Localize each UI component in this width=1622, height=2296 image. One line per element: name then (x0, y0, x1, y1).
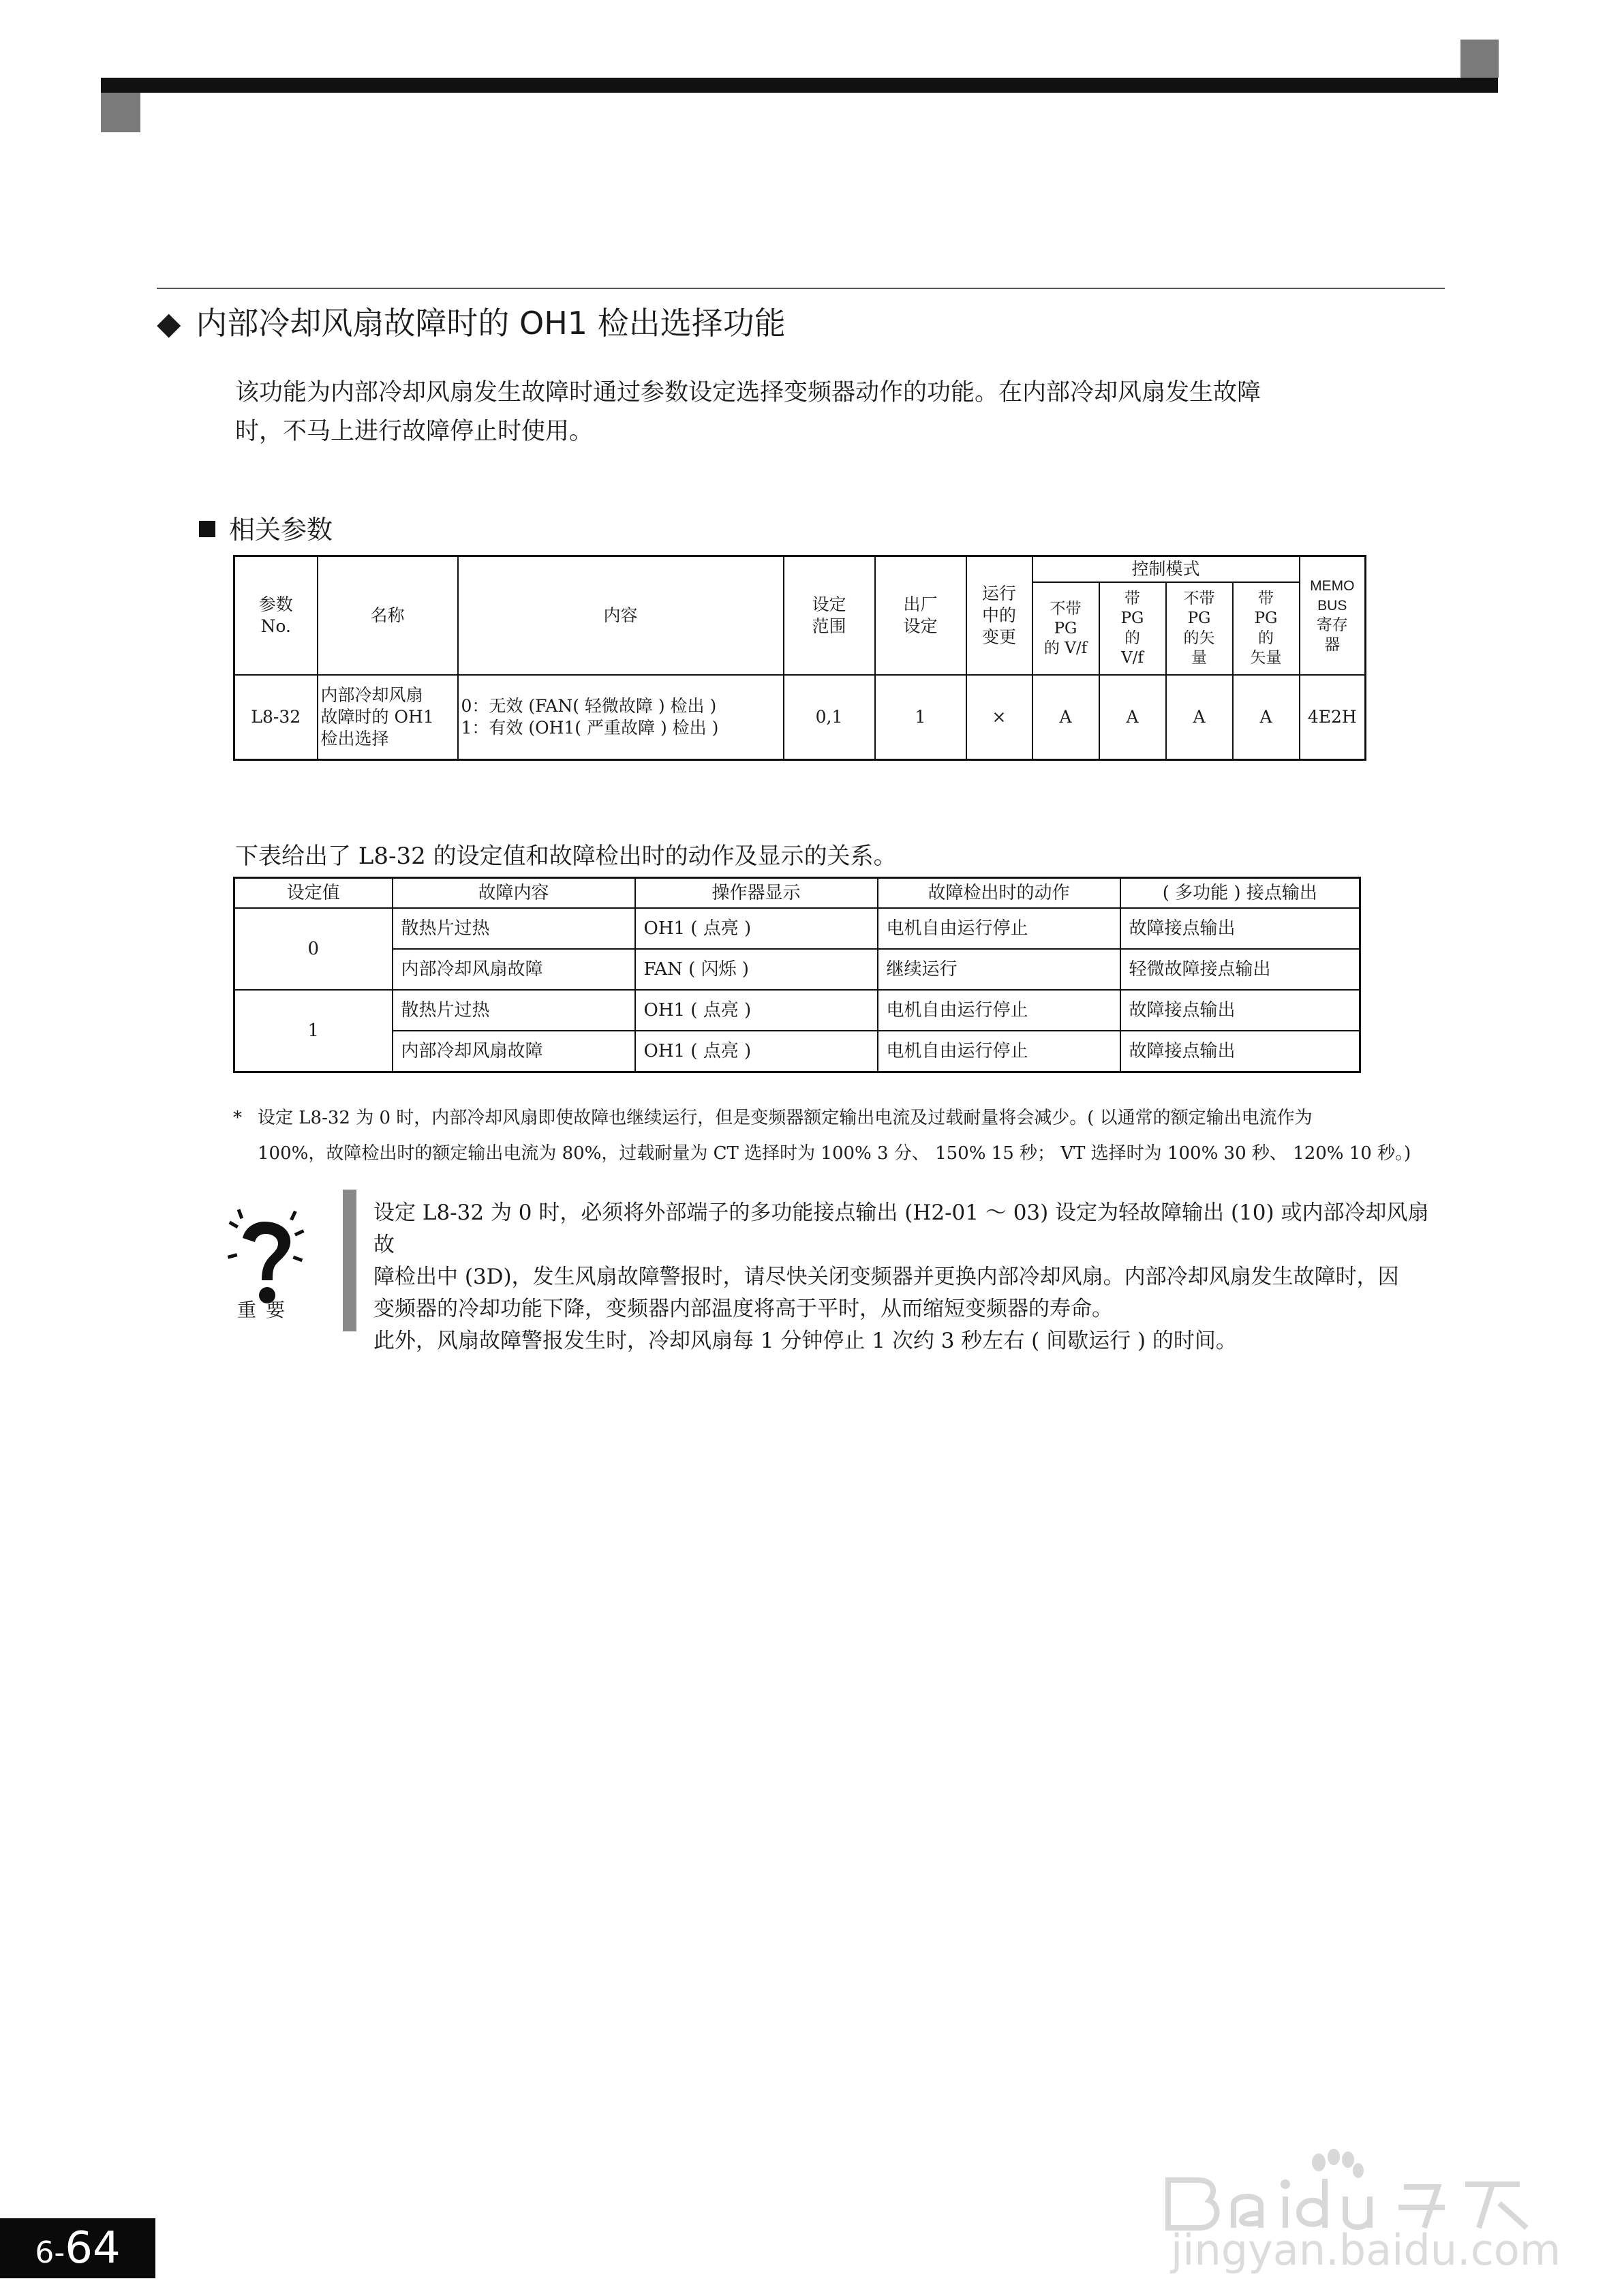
param-mode-vector-pg: A (1233, 675, 1300, 759)
operator-display: OH1 ( 点亮 ) (635, 1031, 878, 1072)
header-mode-vector-pg: 带 PG 的 矢量 (1233, 582, 1300, 675)
header-fault-content: 故障内容 (393, 878, 635, 909)
intro-line: 该功能为内部冷却风扇发生故障时通过参数设定选择变频器动作的功能。在内部冷却风扇发生故障 (235, 379, 1261, 406)
fault-action: 继续运行 (878, 949, 1120, 990)
param-factory: 1 (875, 675, 966, 759)
intro-line: 时，不马上进行故障停止时使用。 (235, 418, 594, 445)
header-fault-action: 故障检出时的动作 (878, 878, 1120, 909)
important-line: 变频器的冷却功能下降，变频器内部温度将高于平时，从而缩短变频器的寿命。 (373, 1297, 1113, 1321)
header-setting-value: 设定值 (234, 878, 393, 909)
header-contact-output: ( 多功能 ) 接点输出 (1120, 878, 1360, 909)
important-line: 障检出中 (3D)，发生风扇故障警报时，请尽快关闭变频器并更换内部冷却风扇。内部冷却风扇发生故障时，因 (373, 1265, 1399, 1289)
header-mode-vector-no-pg: 不带 PG 的矢 量 (1166, 582, 1233, 675)
header-memobus: MEMO BUS 寄存 器 (1300, 556, 1366, 676)
page-number (0, 2218, 155, 2278)
header-content: 内容 (458, 556, 784, 676)
important-line: 设定 L8-32 为 0 时，必须将外部端子的多功能接点输出 (H2-01 ～ 03) 设定为轻故障输出 (10) 或内部冷却风扇故 (373, 1200, 1429, 1257)
fault-content: 内部冷却风扇故障 (393, 1031, 635, 1072)
header-param-no: 参数 No. (234, 556, 318, 676)
footnote (233, 1100, 1446, 1171)
section-title-text: 内部冷却风扇故障时的 OH1 检出选择功能 (196, 305, 786, 342)
header-square-right (1460, 40, 1499, 78)
param-content: 0：无效 (FAN( 轻微故障 ) 检出 ) 1：有效 (OH1( 严重故障 ) 检出 ) (458, 675, 784, 759)
fault-content: 内部冷却风扇故障 (393, 949, 635, 990)
footnote-line: 100%，故障检出时的额定输出电流为 80%，过载耐量为 CT 选择时为 100% 3 分、 150% 15 秒； VT 选择时为 100% 30 秒、 120% 10 秒。) (258, 1143, 1411, 1164)
fault-content: 散热片过热 (393, 908, 635, 949)
table-row (234, 908, 1360, 949)
footnote-line: 设定 L8-32 为 0 时，内部冷却风扇即使故障也继续运行，但是变频器额定输出电流及过载耐量将会减少。( 以通常的额定输出电流作为 (258, 1108, 1313, 1128)
param-mode-vf-no-pg: A (1032, 675, 1099, 759)
param-range: 0,1 (784, 675, 875, 759)
diamond-bullet-icon: ◆ (157, 305, 181, 342)
important-line: 此外，风扇故障警报发生时，冷却风扇每 1 分钟停止 1 次约 3 秒左右 ( 间歇运行 ) 的时间。 (373, 1329, 1237, 1353)
relation-intro: 下表给出了 L8-32 的设定值和故障检出时的动作及显示的关系。 (235, 843, 897, 870)
important-text (373, 1197, 1437, 1357)
setting-value: 0 (234, 908, 393, 990)
contact-output: 故障接点输出 (1120, 908, 1360, 949)
relation-table (233, 877, 1361, 1073)
header-operator-display: 操作器显示 (635, 878, 878, 909)
fault-action: 电机自由运行停止 (878, 908, 1120, 949)
param-mode-vf-pg: A (1099, 675, 1166, 759)
param-mode-vector-no-pg: A (1166, 675, 1233, 759)
params-heading-text: 相关参数 (229, 515, 333, 545)
table-row (234, 949, 1360, 990)
contact-output: 故障接点输出 (1120, 1031, 1360, 1072)
header-mode-vf-pg: 带 PG 的 V/f (1099, 582, 1166, 675)
important-label: 重要 (237, 1299, 295, 1321)
param-name: 内部冷却风扇 故障时的 OH1 检出选择 (318, 675, 458, 759)
fault-content: 散热片过热 (393, 990, 635, 1031)
header-rule (101, 78, 1498, 93)
fault-action: 电机自由运行停止 (878, 1031, 1120, 1072)
header-range: 设定 范围 (784, 556, 875, 676)
watermark-url: jingyan.baidu.com (1171, 2225, 1561, 2275)
param-runtime-change: × (966, 675, 1032, 759)
section-title (157, 299, 786, 344)
footnote-mark: * (233, 1108, 242, 1128)
params-table (233, 555, 1366, 761)
important-bar (343, 1190, 356, 1331)
table-row (234, 990, 1360, 1031)
operator-display: OH1 ( 点亮 ) (635, 908, 878, 949)
header-name: 名称 (318, 556, 458, 676)
operator-display: OH1 ( 点亮 ) (635, 990, 878, 1031)
table-row (234, 1031, 1360, 1072)
page-chapter: 6- (35, 2235, 65, 2270)
setting-value: 1 (234, 990, 393, 1072)
header-mode-vf-no-pg: 不带 PG 的 V/f (1032, 582, 1099, 675)
header-runtime-change: 运行 中的 变更 (966, 556, 1032, 676)
section-rule (157, 288, 1445, 289)
operator-display: FAN ( 闪烁 ) (635, 949, 878, 990)
square-bullet-icon (199, 521, 215, 537)
header-control-mode: 控制模式 (1032, 556, 1300, 583)
params-heading (199, 509, 333, 546)
param-memobus: 4E2H (1300, 675, 1366, 759)
table-row (234, 675, 1366, 759)
header-square-left (101, 93, 140, 132)
header-factory: 出厂 设定 (875, 556, 966, 676)
fault-action: 电机自由运行停止 (878, 990, 1120, 1031)
page-index: 64 (65, 2223, 121, 2274)
contact-output: 轻微故障接点输出 (1120, 949, 1360, 990)
param-no: L8-32 (234, 675, 318, 759)
intro-paragraph (235, 374, 1452, 451)
contact-output: 故障接点输出 (1120, 990, 1360, 1031)
